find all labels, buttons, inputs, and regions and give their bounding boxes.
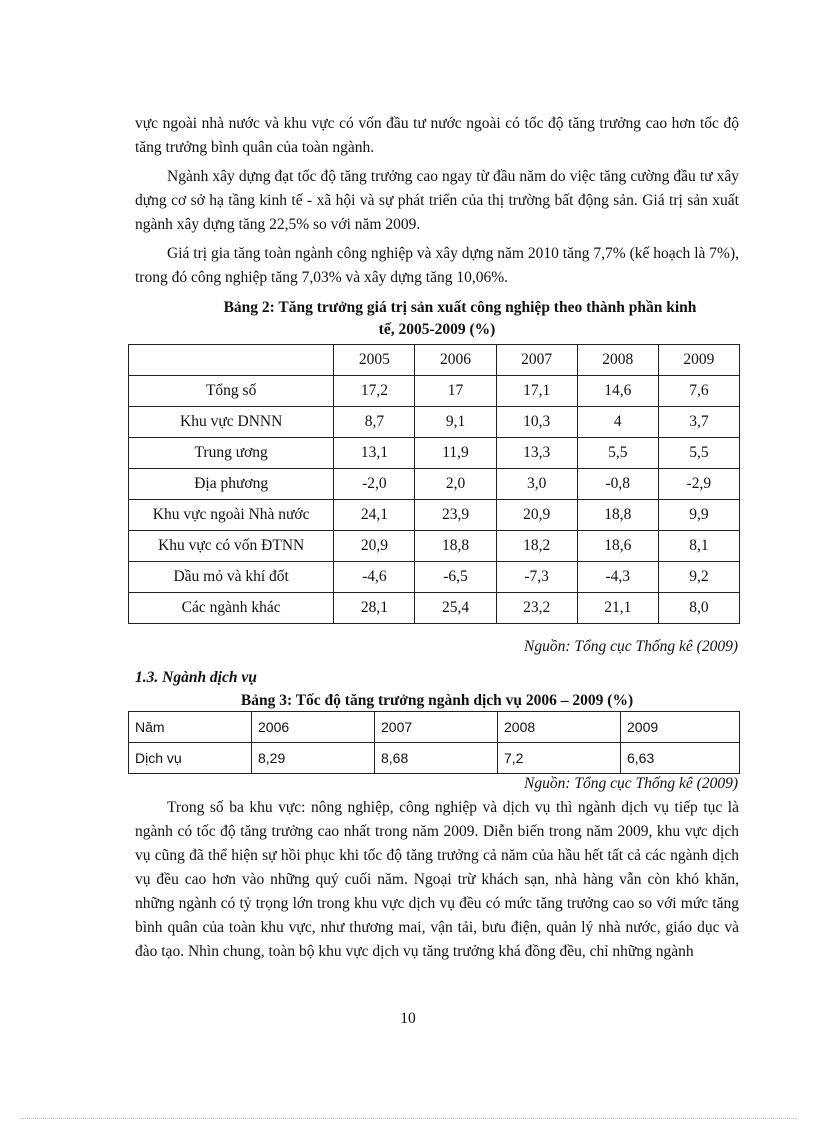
row-label: Dầu mỏ và khí đốt xyxy=(129,562,334,593)
table-cell: 20,9 xyxy=(496,500,577,531)
table2-caption-line1: Bảng 2: Tăng trưởng giá trị sản xuất công nghiệp theo thành phần kinh xyxy=(223,299,697,316)
table-cell: 7,2 xyxy=(498,743,621,774)
table-cell: 21,1 xyxy=(577,593,658,624)
table-cell: 18,2 xyxy=(496,531,577,562)
row-label: Trung ương xyxy=(129,438,334,469)
table-cell: 8,29 xyxy=(252,743,375,774)
table-cell: 18,8 xyxy=(577,500,658,531)
row-label: Địa phương xyxy=(129,469,334,500)
paragraph-1: vực ngoài nhà nước và khu vực có vốn đầu tư nước ngoài có tốc độ tăng trưởng cao hơn tốc độ tăng trưởng bình quân của toàn ngành. xyxy=(135,115,739,156)
row-label: Các ngành khác xyxy=(129,593,334,624)
table-cell: 28,1 xyxy=(334,593,415,624)
table-cell: -7,3 xyxy=(496,562,577,593)
table-row xyxy=(129,438,740,469)
row-label: Khu vực có vốn ĐTNN xyxy=(129,531,334,562)
row-label: Khu vực ngoài Nhà nước xyxy=(129,500,334,531)
table-header-empty-cell xyxy=(129,345,334,376)
table-header-cell: 2006 xyxy=(415,345,496,376)
table-header-cell: 2006 xyxy=(252,712,375,743)
paragraph-4: Trong số ba khu vực: nông nghiệp, công nghiệp và dịch vụ thì ngành dịch vụ tiếp tục là ngành có tốc độ tăng trưởng cao nhất trong năm 2009. Diễn biến trong năm 2009, khu vực dịch vụ cũng đã thể hiện sự hồi phục khi tốc độ tăng trưởng cả năm của hầu hết tất cả các ngành dịch vụ đều cao hơn vào những quý cuối năm. Ngoại trừ khách sạn, nhà hàng vẫn còn khó khăn, những ngành có tỷ trọng lớn trong khu vực dịch vụ đều có mức tăng trưởng cao so với mức tăng bình quân của toàn khu vực, như thương mai, vận tải, bưu điện, quản lý nhà nước, giáo dục và đào tạo. Nhìn chung, toàn bộ khu vực dịch vụ tăng trưởng khá đồng đều, chỉ những ngành xyxy=(135,799,739,960)
table-cell: -2,9 xyxy=(658,469,739,500)
table-cell: 2,0 xyxy=(415,469,496,500)
table-cell: 13,1 xyxy=(334,438,415,469)
row-label: Khu vực DNNN xyxy=(129,407,334,438)
table-cell: 5,5 xyxy=(658,438,739,469)
table-cell: 18,8 xyxy=(415,531,496,562)
table-header-cell: 2009 xyxy=(658,345,739,376)
table-header-cell: Năm xyxy=(129,712,252,743)
table-cell: -2,0 xyxy=(334,469,415,500)
table-cell: -0,8 xyxy=(577,469,658,500)
table-cell: 23,9 xyxy=(415,500,496,531)
table-cell: 11,9 xyxy=(415,438,496,469)
table-cell: -4,6 xyxy=(334,562,415,593)
table-cell: 17 xyxy=(415,376,496,407)
table-header-cell: 2008 xyxy=(577,345,658,376)
table3-source: Nguồn: Tổng cục Thống kê (2009) xyxy=(524,775,738,792)
table-cell: -6,5 xyxy=(415,562,496,593)
table-header-cell: 2008 xyxy=(498,712,621,743)
table-cell: 10,3 xyxy=(496,407,577,438)
table-cell: 6,63 xyxy=(621,743,740,774)
table-cell: 14,6 xyxy=(577,376,658,407)
table-cell: 8,1 xyxy=(658,531,739,562)
table-row xyxy=(129,531,740,562)
table-cell: 8,7 xyxy=(334,407,415,438)
table2-source: Nguồn: Tổng cục Thống kê (2009) xyxy=(524,638,738,655)
table-cell: 8,68 xyxy=(375,743,498,774)
table-cell: 18,6 xyxy=(577,531,658,562)
paragraph-3: Giá trị gia tăng toàn ngành công nghiệp và xây dựng năm 2010 tăng 7,7% (kế hoạch là 7%), trong đó công nghiệp tăng 7,03% và xây dựng tăng 10,06%. xyxy=(135,245,739,286)
row-label: Tổng số xyxy=(129,376,334,407)
table-row xyxy=(129,376,740,407)
table-header-cell: 2007 xyxy=(496,345,577,376)
table-cell: 5,5 xyxy=(577,438,658,469)
table-cell: 13,3 xyxy=(496,438,577,469)
table-cell: 3,7 xyxy=(658,407,739,438)
table-cell: 17,1 xyxy=(496,376,577,407)
table-cell: -4,3 xyxy=(577,562,658,593)
table-cell: 3,0 xyxy=(496,469,577,500)
table-cell: 9,2 xyxy=(658,562,739,593)
table-row xyxy=(129,562,740,593)
page-number: 10 xyxy=(400,1010,416,1027)
table-cell: 9,9 xyxy=(658,500,739,531)
row-label: Dịch vụ xyxy=(129,743,252,774)
table-header-cell: 2007 xyxy=(375,712,498,743)
table-row xyxy=(129,407,740,438)
table-row xyxy=(129,743,740,774)
table-header-row xyxy=(129,712,740,743)
table-cell: 24,1 xyxy=(334,500,415,531)
page-bottom-divider xyxy=(20,1118,796,1119)
services-growth-table xyxy=(128,711,740,774)
table-cell: 17,2 xyxy=(334,376,415,407)
table3-caption: Bảng 3: Tốc độ tăng trưởng ngành dịch vụ 2006 – 2009 (%) xyxy=(240,692,634,709)
section-heading: 1.3. Ngành dịch vụ xyxy=(135,669,257,686)
table-cell: 7,6 xyxy=(658,376,739,407)
table-cell: 4 xyxy=(577,407,658,438)
table-cell: 25,4 xyxy=(415,593,496,624)
table-cell: 20,9 xyxy=(334,531,415,562)
paragraph-2: Ngành xây dựng đạt tốc độ tăng trưởng cao ngay từ đầu năm do việc tăng cường đầu tư xây dựng cơ sở hạ tầng kinh tế - xã hội và sự phát triển của thị trường bất động sản. Giá trị sản xuất ngành xây dựng tăng 22,5% so với năm 2009. xyxy=(135,168,739,233)
table-cell: 9,1 xyxy=(415,407,496,438)
table-cell: 8,0 xyxy=(658,593,739,624)
table-header-cell: 2005 xyxy=(334,345,415,376)
table-header-cell: 2009 xyxy=(621,712,740,743)
industry-growth-table xyxy=(128,344,740,624)
table-row xyxy=(129,500,740,531)
table-header-row xyxy=(129,345,740,376)
table-row xyxy=(129,593,740,624)
table2-caption-line2: tế, 2005-2009 (%) xyxy=(378,321,496,338)
table-cell: 23,2 xyxy=(496,593,577,624)
table-row xyxy=(129,469,740,500)
